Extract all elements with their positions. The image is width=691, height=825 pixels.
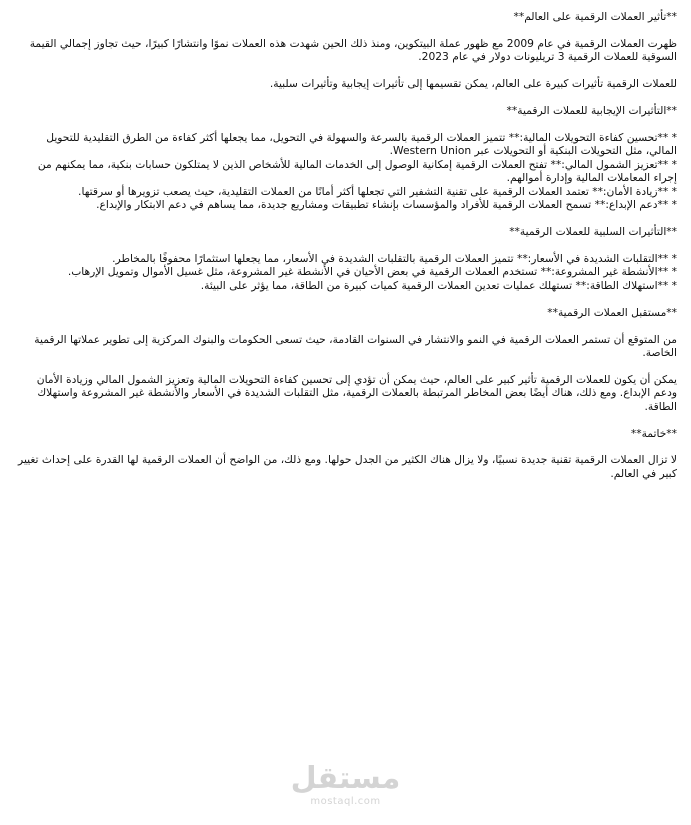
intro-heading: **تأثير العملات الرقمية على العالم** [513,10,677,23]
mostaql-logo: مستقل [290,761,401,796]
mostaql-watermark [0,762,691,808]
future-heading: **مستقبل العملات الرقمية** [547,305,677,319]
list-item: * **التقلبات الشديدة في الأسعار:** تتميز العملات الرقمية بالتقلبات الشديدة في الأسعار، مما يجعلها استثمارًا محفوفًا بالمخاطر. [112,251,677,265]
future-paragraph: يمكن أن يكون للعملات الرقمية تأثير كبير على العالم، حيث يمكن أن تؤدي إلى تحسين كفاءة التحويلات المالية وتعزيز الشمول المالي وزيادة الأمان ودعم الإبداع. ومع ذلك، هناك أيضًا بعض المخاطر المرتبطة بالعملات الرقمية، مثل التقلبات الشديدة في الأسعار والأنشطة غير المشروعة واستهلاك الطاقة. [36,372,677,413]
overview-paragraph: للعملات الرقمية تأثيرات كبيرة على العالم، يمكن تقسيمها إلى تأثيرات إيجابية وتأثيرات سلبية. [269,77,677,91]
future-paragraph: من المتوقع أن تستمر العملات الرقمية في النمو والانتشار في السنوات القادمة، حيث تسعى الحكومات والبنوك المركزية إلى تطوير عملاتها الرقمية الخاصة. [34,332,677,359]
intro-paragraph: ظهرت العملات الرقمية في عام 2009 مع ظهور عملة البيتكوين، ومنذ ذلك الحين شهدت هذه العملات نموًا وانتشارًا كبيرًا، حيث تجاوز إجمالي القيمة السوقية للعملات الرقمية 3 تريليونات دولار في عام 2023. [29,36,677,64]
list-item: * **زيادة الأمان:** تعتمد العملات الرقمية على تقنية التشفير التي تجعلها أكثر أمانًا من العملات التقليدية، حيث يصعب تزويرها أو سرقتها. [78,184,677,198]
conclusion-heading: **خاتمة** [630,426,677,440]
list-item: * **استهلاك الطاقة:** تستهلك عمليات تعدين العملات الرقمية كميات كبيرة من الطاقة، مما يؤثر على البيئة. [200,278,677,292]
positive-effects-heading: **التأثيرات الإيجابية للعملات الرقمية** [506,104,677,118]
list-item: * **تحسين كفاءة التحويلات المالية:** تتميز العملات الرقمية بالسرعة والسهولة في التحويل، مما يجعلها أكثر كفاءة من الطرق التقليدية للتحويل المالي، مثل التحويلات البنكية أو التحويلات عبر Western Union. [46,131,677,158]
document-body [14,10,677,494]
conclusion-paragraph: لا تزال العملات الرقمية تقنية جديدة نسبيًا، ولا يزال هناك الكثير من الجدل حولها. ومع ذلك، من الواضح أن العملات الرقمية لها القدرة على إحداث تغيير كبير في العالم. [18,453,677,480]
list-item: * **دعم الإبداع:** تسمح العملات الرقمية للأفراد والمؤسسات بإنشاء تطبيقات ومشاريع جديدة، مما يساهم في دعم الابتكار والإبداع. [96,198,677,212]
list-item: * **الأنشطة غير المشروعة:** تستخدم العملات الرقمية في بعض الأحيان في الأنشطة غير المشروعة، مثل غسيل الأموال وتمويل الإرهاب. [67,265,677,279]
list-item: * **تعزيز الشمول المالي:** تفتح العملات الرقمية إمكانية الوصول إلى الخدمات المالية للأشخاص الذين لا يمتلكون حسابات بنكية، مما يمكنهم من إجراء المعاملات المالية وإدارة أموالهم. [37,157,677,185]
negative-effects-heading: **التأثيرات السلبية للعملات الرقمية** [509,224,677,238]
mostaql-url: mostaql.com [310,796,381,807]
